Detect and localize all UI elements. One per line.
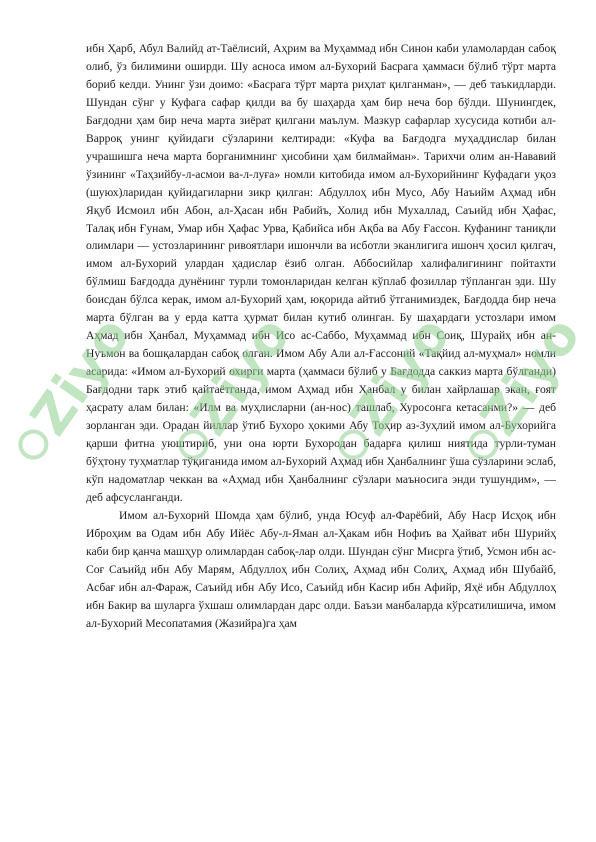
watermark-text: Ziyo xyxy=(339,305,463,447)
watermark-text: Ziyo xyxy=(179,305,303,447)
paragraph-1: ибн Ҳарб, Абул Валийд ат-Таёлисий, Аҳрим ва Муҳаммад ибн Синон каби уламолардан сабоқ олиб, ўз билимини оширди. Шу асноса имом ал-Бухорий Басрага ҳаммаси бўлиб тўрт марта бориб келди. Унинг ўзи доимо: «Басрага тўрт марта риҳлат қилганман», — деб таъкидларди. Шундан сўнг у Куфага сафар қилди ва бу шаҳарда ҳам бир неча бор бўлди. Шунингдек, Бағдодни ҳам бир неча марта зиёрат қилгани маълум. Мазкур сафарлар хусусида котиби ал-Варроқ унинг қуйидаги сўзларини келтиради: «Куфа ва Бағдодга муҳаддислар билан учрашишга неча марта борганимнинг ҳисобини ҳам билмайман». Тарихчи олим ан-Нававий ўзининг «Таҳзийбу-л-асмои ва-л-луға» номли китобида имом ал-Бухорийнинг Куфадаги уқоз (шуюх)ларидан қуйидагиларни зикр қилган: Абдуллоҳ ибн Мусо, Абу Наъийм Аҳмад ибн Яқуб Исмоил ибн Абон, ал-Ҳасан ибн Рабийъ, Холид ибн Мухаллад, Саъийд ибн Ҳафас, Талақ ибн Ғунам, Умар ибн Ҳафас Урва, Қабийса ибн Ақба ва Абу Ғассон. Куфанинг таниқли олимлари — устозларининг ривоятлари ишончли ва исботли эканлигига ишонч ҳосил қилгач, имом ал-Бухорий улардан ҳадислар ёзиб олган. Аббосийлар халифалигининг пойтахти бўлмиш Бағдодда дунёнинг турли томонларидан келган кўплаб фозиллар тўпланган эди. Шу боисдан бўлса керак, имом ал-Бухорий ҳам, юқорида айтиб ўтганимиздек, Бағдодда бир неча марта бўлган ва у ерда катта ҳурмат билан кутиб олинган. Бу шаҳардаги устозлари имом Аҳмад ибн Ҳанбал, Муҳаммад ибн Исо ас-Саббо, Муҳаммад ибн Соиқ, Шурайҳ ибн ан-Нуъмон ва бошқалардан сабоқ олган. Имом Абу Али ал-Ғассоний «Тақйид ал-муҳмал» номли асарида: «Имом ал-Бухорий охирги марта (ҳаммаси бўлиб у Бағдодда саккиз марта бўлганди) Бағдодни тарк этиб қайтаётганда, имом Аҳмад ибн Ҳанбал у билан хайрлашар экан, ғоят ҳасрату алам билан: «Илм ва муҳлисларни (ан-нос) ташлаб, Хуросонга кетасанми?» — деб зорланган эди. Орадан йиллар ўтиб Бухоро ҳокими Абу Тоҳир аз-Зуҳлий имом ал-Бухорийга қарши фитна уюштириб, уни она юрти Бухородан бадарға қилиш ниятида турли-туман бўҳтону туҳматлар тўқиганида имом ал-Бухорий Аҳмад ибн Ҳанбалнинг ўша сўзларини эслаб, кўп надоматлар чеккан ва «Аҳмад ибн Ҳанбалнинг сўзлари маъносига энди тушундим», — деб афсусланганди. xyxy=(86,42,556,504)
watermark-text: Ziyo xyxy=(19,305,143,447)
watermark-text: Ziyo xyxy=(469,305,593,447)
watermark-logo-icon xyxy=(12,424,54,466)
document-page xyxy=(86,40,556,632)
paragraph-2: Имом ал-Бухорий Шомда ҳам бўлиб, унда Юсуф ал-Фарёбий, Абу Наср Исҳоқ ибн Иброҳим ва Одам ибн Абу Ийёс Абу-л-Яман ал-Ҳакам ибн Нофиъ ва Ҳайват ибн Шурийҳ каби бир қанча машҳур олимлардан сабоқ-лар олди. Шундан сўнг Мисрга ўтиб, Усмон ибн ас-Соғ Саъийд ибн Абу Марям, Абдуллоҳ ибн Солиҳ, Аҳмад ибн Солиҳ, Аҳмад ибн Шубайб, Асбағ ибн ал-Фараж, Саъийд ибн Абу Исо, Саъийд ибн Касир ибн Афийр, Яҳё ибн Абдуллоҳ ибн Бакир ва шуларга ўхшаш олимлардан дарс олди. Баъзи манбаларда кўрсатилишича, имом ал-Бухорий Месопатамия (Жазийра)га ҳам xyxy=(86,508,556,630)
